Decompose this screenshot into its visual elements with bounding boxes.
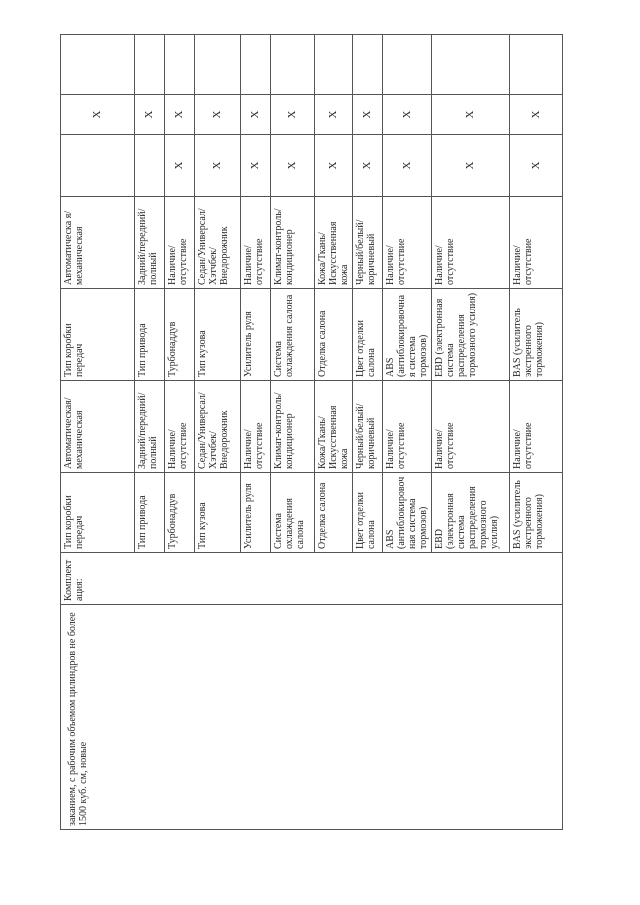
cell-c6: X: [315, 95, 353, 135]
cell-c3: Тип коробки передач: [61, 289, 135, 381]
table-row: [61, 35, 135, 830]
cell-c4: Автоматическа я/механическая: [61, 197, 135, 289]
cell-c4: Черный/белый/ коричневый: [353, 197, 383, 289]
cell-c6: X: [165, 95, 195, 135]
cell-c5: X: [241, 135, 271, 197]
product-description-cell: [61, 605, 563, 830]
cell-empty: [383, 35, 432, 95]
cell-c2: Климат-контроль/ кондиционер: [271, 381, 315, 473]
cell-c4: Задний/передний/полный: [135, 197, 165, 289]
cell-c4: Кожа/Ткань/ Искусственная кожа: [315, 197, 353, 289]
cell-c4: Седан/Универсал/ Хэтчбек/ Внедорожник: [195, 197, 241, 289]
cell-c3: Тип кузова: [195, 289, 241, 381]
spec-table: [60, 34, 563, 830]
cell-c6: X: [510, 95, 563, 135]
section-label-cell: [61, 553, 563, 605]
cell-c4: Наличие/отсутствие: [432, 197, 510, 289]
cell-c2: Автоматическая/механическая: [61, 381, 135, 473]
cell-c5: [135, 135, 165, 197]
cell-c3: Отделка салона: [315, 289, 353, 381]
cell-c5: X: [432, 135, 510, 197]
cell-c3: ABS (антиблокировочная система тормозов): [383, 289, 432, 381]
cell-c3: EBD (электронная система распределения тормозного усилия): [432, 289, 510, 381]
cell-c2: Кожа/Ткань/ Искусственная кожа: [315, 381, 353, 473]
cell-c1: Турбонаддув: [165, 473, 195, 553]
cell-c4: Наличие/отсутствие: [510, 197, 563, 289]
cell-c6: X: [383, 95, 432, 135]
cell-c2: Черный/белый/коричневый: [353, 381, 383, 473]
cell-c2: Наличие/отсутствие: [510, 381, 563, 473]
cell-c5: X: [383, 135, 432, 197]
cell-empty: [165, 35, 195, 95]
cell-c5: X: [315, 135, 353, 197]
cell-c1: Отделка салона: [315, 473, 353, 553]
cell-c5: X: [165, 135, 195, 197]
cell-c2: Задний/передний/полный: [135, 381, 165, 473]
cell-c1: ABS (антиблокировочная система тормозов): [383, 473, 432, 553]
cell-c6: X: [353, 95, 383, 135]
cell-c3: Турбонаддув: [165, 289, 195, 381]
cell-c4: Наличие/отсутствие: [165, 197, 195, 289]
section-label: Комплектация:: [63, 559, 85, 601]
cell-c1: Усилитель руля: [241, 473, 271, 553]
cell-c5: X: [353, 135, 383, 197]
cell-c1: Система охлаждения салона: [271, 473, 315, 553]
cell-c6: X: [271, 95, 315, 135]
cell-c5: X: [195, 135, 241, 197]
cell-c2: Наличие/отсутствие: [383, 381, 432, 473]
cell-c6: X: [241, 95, 271, 135]
cell-c4: Климат-контроль/ кондиционер: [271, 197, 315, 289]
cell-c5: X: [510, 135, 563, 197]
cell-c5: X: [271, 135, 315, 197]
cell-empty: [61, 35, 135, 95]
cell-c6: X: [135, 95, 165, 135]
product-description: заканием, с рабочим объемом цилиндров не более 1500 куб. см, новые: [67, 612, 89, 826]
cell-empty: [271, 35, 315, 95]
cell-c6: X: [195, 95, 241, 135]
cell-empty: [315, 35, 353, 95]
cell-empty: [195, 35, 241, 95]
cell-c3: Тип привода: [135, 289, 165, 381]
cell-c3: Усилитель руля: [241, 289, 271, 381]
cell-c6: X: [432, 95, 510, 135]
cell-c4: Наличие/отсутствие: [383, 197, 432, 289]
cell-empty: [135, 35, 165, 95]
cell-empty: [241, 35, 271, 95]
cell-empty: [353, 35, 383, 95]
cell-c1: Тип коробки передач: [61, 473, 135, 553]
cell-empty: [432, 35, 510, 95]
cell-c3: Система охлаждения салона: [271, 289, 315, 381]
cell-c6: X: [61, 95, 135, 135]
cell-c1: Тип кузова: [195, 473, 241, 553]
cell-c3: BAS (усилитель экстренного торможения): [510, 289, 563, 381]
cell-c1: BAS (усилитель экстренного торможения): [510, 473, 563, 553]
cell-c2: Наличие/отсутствие: [165, 381, 195, 473]
cell-c2: Наличие/отсутствие: [432, 381, 510, 473]
cell-c3: Цвет отделки салона: [353, 289, 383, 381]
cell-c1: EBD (электронная система распределения тормозного усилия): [432, 473, 510, 553]
cell-c1: Цвет отделки салона: [353, 473, 383, 553]
cell-c4: Наличие/отсутствие: [241, 197, 271, 289]
cell-c2: Наличие/отсутствие: [241, 381, 271, 473]
cell-c2: Седан/Универсал/ Хэтчбек/ Внедорожник: [195, 381, 241, 473]
cell-empty: [510, 35, 563, 95]
cell-c1: Тип привода: [135, 473, 165, 553]
cell-c5: [61, 135, 135, 197]
rotated-spec-table: [60, 35, 575, 830]
